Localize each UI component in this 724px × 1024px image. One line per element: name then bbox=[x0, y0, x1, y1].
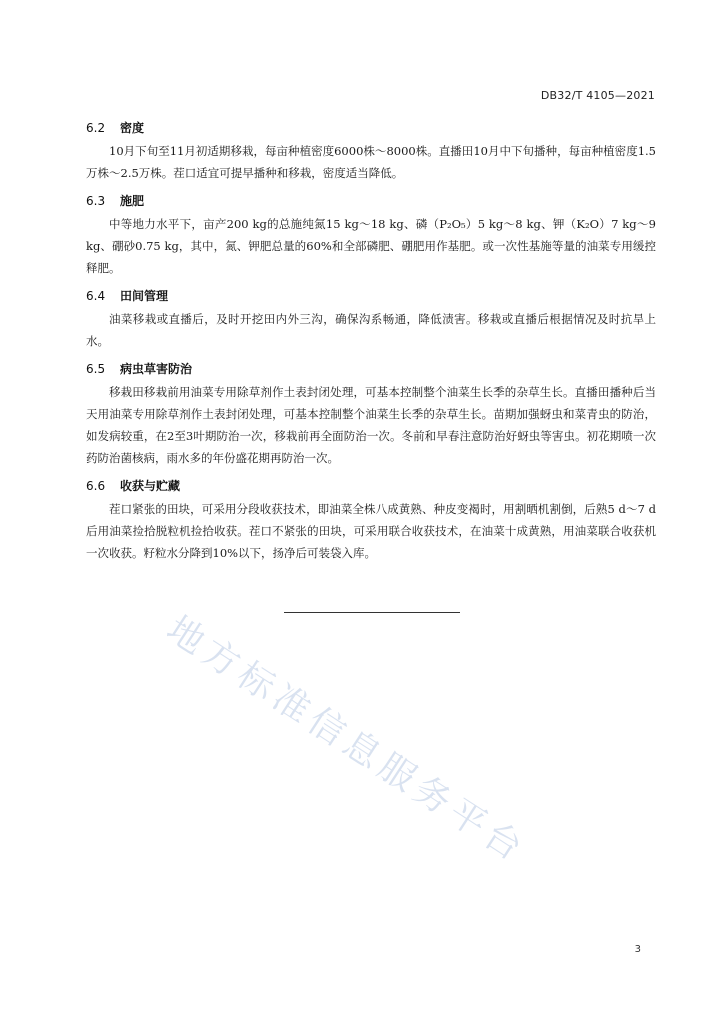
section-paragraph: 移栽田移栽前用油菜专用除草剂作土表封闭处理，可基本控制整个油菜生长季的杂草生长。直播田播种后当天用油菜专用除草剂作土表封闭处理，可基本控制整个油菜生长季的杂草生长。苗期加强蚜虫和菜青虫的防治，如发病较重，在2至3叶期防治一次，移栽前再全面防治一次。冬前和早春注意防治好蚜虫等害虫。初花期喷一次药防治菌核病，雨水多的年份盛花期再防治一次。 bbox=[86, 385, 656, 465]
end-divider bbox=[284, 612, 460, 613]
section-pest-control bbox=[86, 360, 656, 469]
section-field-management bbox=[86, 287, 656, 352]
section-heading bbox=[86, 477, 656, 495]
section-paragraph: 中等地力水平下，亩产200 kg的总施纯氮15 kg～18 kg、磷（P₂O₅）5 kg～8 kg、钾（K₂O）7 kg～9 kg、硼砂0.75 kg，其中，氮、钾肥总量的60%和全部磷肥、硼肥用作基肥。或一次性基施等量的油菜专用缓控释肥。 bbox=[86, 217, 656, 275]
watermark: 地方标准信息服务平台 bbox=[159, 608, 534, 872]
page-number: 3 bbox=[634, 944, 641, 955]
section-heading bbox=[86, 119, 656, 137]
section-harvest-storage bbox=[86, 477, 656, 564]
section-paragraph: 油菜移栽或直播后，及时开挖田内外三沟，确保沟系畅通，降低渍害。移栽或直播后根据情况及时抗旱上水。 bbox=[86, 312, 656, 348]
section-title: 病虫草害防治 bbox=[120, 362, 193, 376]
section-heading bbox=[86, 360, 656, 378]
section-paragraph: 10月下旬至11月初适期移栽，每亩种植密度6000株～8000株。直播田10月中下旬播种，每亩种植密度1.5万株～2.5万株。茬口适宜可提早播种和移栽，密度适当降低。 bbox=[86, 144, 656, 180]
section-heading bbox=[86, 192, 656, 210]
document-code: DB32/T 4105—2021 bbox=[540, 89, 655, 102]
section-number: 6.2 bbox=[86, 121, 106, 135]
section-number: 6.6 bbox=[86, 479, 106, 493]
section-paragraph: 茬口紧张的田块，可采用分段收获技术，即油菜全株八成黄熟、种皮变褐时，用割晒机割倒，后熟5 d～7 d后用油菜捡拾脱粒机捡拾收获。茬口不紧张的田块，可采用联合收获技术，在油菜十成黄熟，用油菜联合收获机一次收获。籽粒水分降到10%以下，扬净后可装袋入库。 bbox=[86, 502, 656, 560]
section-number: 6.4 bbox=[86, 289, 106, 303]
section-number: 6.3 bbox=[86, 194, 106, 208]
section-title: 施肥 bbox=[120, 194, 145, 208]
section-density bbox=[86, 119, 656, 184]
section-fertilization bbox=[86, 192, 656, 279]
section-title: 田间管理 bbox=[120, 289, 169, 303]
section-title: 密度 bbox=[120, 121, 145, 135]
section-heading bbox=[86, 287, 656, 305]
document-body bbox=[86, 119, 656, 572]
section-title: 收获与贮藏 bbox=[120, 479, 181, 493]
section-number: 6.5 bbox=[86, 362, 106, 376]
